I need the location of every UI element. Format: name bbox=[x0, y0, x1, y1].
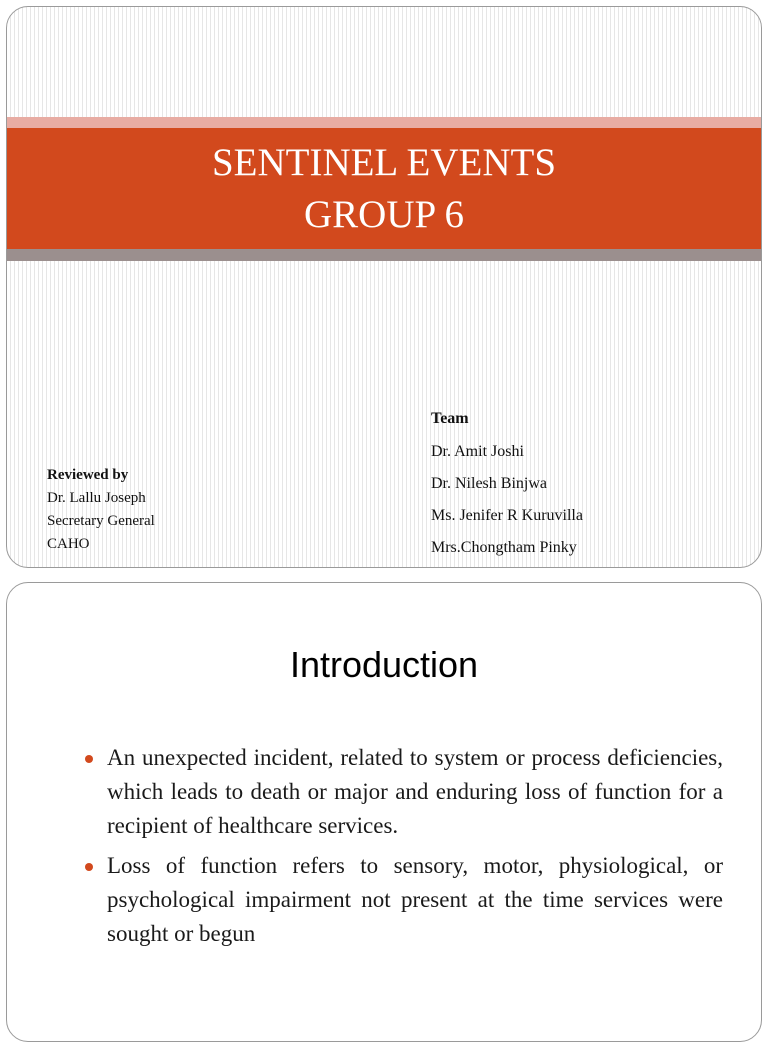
bullet-text: An unexpected incident, related to system or process deficiencies, which leads to death or major and enduring loss of function for a recipient of healthcare services. bbox=[107, 745, 723, 838]
slide-title-line-2: GROUP 6 bbox=[304, 192, 464, 236]
bullet-text: Loss of function refers to sensory, motor, physiological, or psychological impairment not present at the time services were sought or begun bbox=[107, 853, 723, 946]
slide-title-line-1: SENTINEL EVENTS bbox=[211, 140, 557, 184]
bullet-icon bbox=[85, 863, 93, 871]
reviewer-name: Dr. Lallu Joseph bbox=[47, 490, 146, 506]
team-member: Dr. Amit Joshi bbox=[431, 443, 524, 460]
bullet-item bbox=[107, 849, 723, 951]
title-band bbox=[7, 128, 761, 249]
bullet-icon bbox=[85, 755, 93, 763]
bullet-item bbox=[107, 741, 723, 843]
title-band-top-stripe bbox=[7, 117, 761, 128]
team-block bbox=[431, 405, 583, 564]
reviewed-by-heading: Reviewed by bbox=[47, 467, 129, 483]
slide-heading: Introduction bbox=[289, 644, 479, 685]
introduction-slide bbox=[6, 582, 762, 1042]
team-member: Mrs.Chongtham Pinky bbox=[431, 539, 577, 556]
title-slide bbox=[6, 6, 762, 568]
reviewer-organization: CAHO bbox=[47, 536, 90, 552]
team-heading: Team bbox=[431, 410, 469, 427]
reviewer-title: Secretary General bbox=[47, 513, 155, 529]
reviewed-by-block bbox=[47, 463, 155, 556]
title-band-bottom-stripe bbox=[7, 249, 761, 261]
team-member: Dr. Nilesh Binjwa bbox=[431, 475, 547, 492]
team-member: Ms. Jenifer R Kuruvilla bbox=[431, 507, 583, 524]
bullet-list bbox=[107, 741, 723, 957]
